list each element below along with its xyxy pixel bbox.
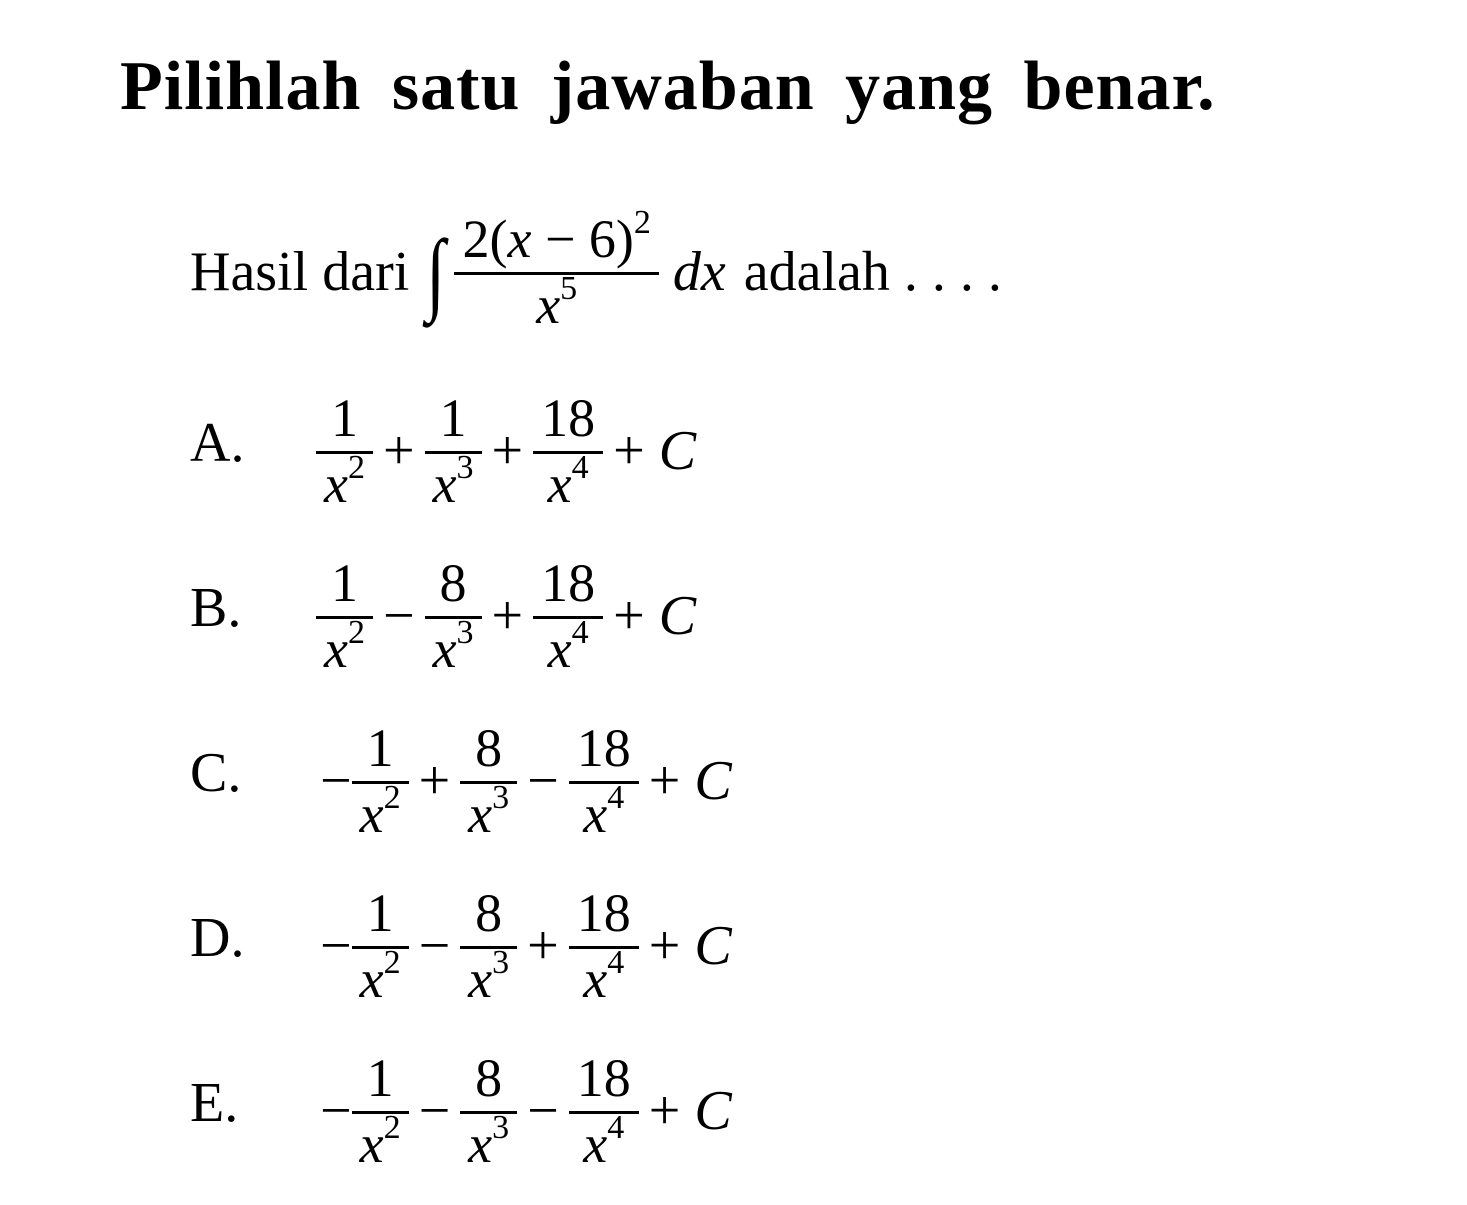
term-exponent: 3 (456, 613, 474, 651)
term-fraction (356, 720, 405, 842)
term-exponent: 2 (383, 778, 401, 816)
question-denominator-var: x (536, 274, 561, 335)
constant-c: C (694, 1080, 732, 1143)
operator: − (382, 585, 415, 648)
question-numerator-var: x (507, 208, 532, 269)
term-numerator: 1 (425, 390, 482, 454)
term-fraction (573, 720, 635, 842)
term-fraction (464, 885, 513, 1007)
term-fraction (356, 1050, 405, 1172)
term-denominator (320, 613, 369, 679)
option-expression[interactable] (320, 885, 732, 1007)
operator: + (382, 420, 415, 483)
term-fraction (464, 720, 513, 842)
option-letter[interactable]: D. (190, 907, 245, 969)
term-variable: x (359, 783, 384, 844)
integral-sign: ∫ (426, 221, 446, 323)
operator: + (491, 585, 524, 648)
term-variable: x (324, 453, 348, 514)
constant-c: C (658, 420, 697, 483)
constant-c: C (694, 750, 732, 813)
operator: + (491, 420, 524, 483)
question-differential: dx (672, 241, 726, 303)
term-fraction (320, 555, 369, 677)
option-letter[interactable]: C. (190, 742, 242, 804)
operator: + (648, 915, 681, 978)
operator: − (418, 915, 451, 978)
term-exponent: 4 (607, 1108, 625, 1146)
term-fraction (537, 390, 599, 512)
operator: + (418, 750, 451, 813)
term-denominator (429, 613, 478, 679)
term-denominator (579, 943, 628, 1009)
term-numerator: 8 (425, 555, 482, 619)
instruction-heading: Pilihlah satu jawaban yang benar. (120, 48, 1216, 125)
term-exponent: 3 (456, 448, 474, 486)
constant-c: C (658, 585, 697, 648)
term-exponent: 2 (383, 943, 401, 981)
question-fraction (458, 203, 654, 335)
term-variable: x (468, 948, 493, 1009)
term-denominator (579, 778, 628, 844)
question-numerator-base: 2(x − 6) (462, 208, 634, 269)
term-exponent: 2 (383, 1108, 401, 1146)
term-denominator (320, 448, 369, 514)
term-exponent: 4 (607, 778, 625, 816)
term-numerator: 18 (569, 720, 639, 784)
leading-sign: − (320, 750, 352, 813)
term-variable: x (468, 1113, 493, 1174)
term-exponent: 2 (347, 613, 365, 651)
option-expression[interactable] (320, 1050, 732, 1172)
operator: − (527, 1080, 559, 1143)
term-fraction (573, 885, 635, 1007)
question-row (190, 203, 1016, 335)
option-letter[interactable]: B. (190, 577, 242, 639)
operator: + (613, 420, 645, 483)
term-numerator: 18 (569, 1050, 639, 1114)
leading-sign: − (320, 915, 352, 978)
term-numerator: 8 (460, 720, 517, 784)
term-denominator (544, 448, 593, 514)
term-fraction (537, 555, 599, 677)
term-fraction (429, 555, 478, 677)
term-fraction (429, 390, 478, 512)
term-variable: x (359, 1113, 384, 1174)
term-exponent: 4 (571, 613, 589, 651)
option-expression[interactable] (320, 720, 732, 842)
term-numerator: 18 (533, 390, 603, 454)
term-denominator (356, 943, 405, 1009)
question-denominator (532, 269, 581, 335)
option-expression[interactable] (320, 555, 696, 677)
operator: + (648, 1080, 681, 1143)
term-numerator: 8 (460, 885, 517, 949)
term-variable: x (432, 453, 457, 514)
term-fraction (573, 1050, 635, 1172)
question-numerator-exponent: 2 (633, 203, 651, 241)
term-variable: x (324, 618, 348, 679)
term-variable: x (359, 948, 384, 1009)
term-variable: x (468, 783, 493, 844)
constant-c: C (694, 915, 732, 978)
term-fraction (320, 390, 369, 512)
operator: + (527, 915, 559, 978)
term-numerator: 18 (533, 555, 603, 619)
question-numerator (454, 203, 658, 275)
option-letter[interactable]: A. (190, 412, 245, 474)
term-denominator (429, 448, 478, 514)
term-exponent: 2 (347, 448, 365, 486)
term-variable: x (547, 618, 572, 679)
option-expression[interactable] (320, 390, 696, 512)
term-exponent: 4 (571, 448, 589, 486)
term-denominator (464, 1108, 513, 1174)
term-variable: x (583, 1113, 608, 1174)
operator: + (648, 750, 681, 813)
operator: − (418, 1080, 451, 1143)
term-variable: x (547, 453, 572, 514)
term-fraction (464, 1050, 513, 1172)
term-denominator (464, 943, 513, 1009)
operator: + (613, 585, 645, 648)
option-letter[interactable]: E. (190, 1072, 239, 1134)
term-denominator (356, 778, 405, 844)
leading-sign: − (320, 1080, 352, 1143)
term-variable: x (432, 618, 457, 679)
term-exponent: 3 (492, 943, 510, 981)
term-numerator: 1 (352, 720, 409, 784)
term-numerator: 8 (460, 1050, 517, 1114)
term-denominator (464, 778, 513, 844)
term-exponent: 4 (607, 943, 625, 981)
term-numerator: 1 (316, 390, 373, 454)
question-suffix: adalah (743, 241, 890, 303)
question-prefix: Hasil dari (190, 241, 410, 303)
term-exponent: 3 (492, 778, 510, 816)
term-fraction (356, 885, 405, 1007)
term-denominator (579, 1108, 628, 1174)
operator: − (527, 750, 559, 813)
question-ellipsis: .... (903, 241, 1016, 303)
term-denominator (356, 1108, 405, 1174)
term-variable: x (583, 948, 608, 1009)
term-denominator (544, 613, 593, 679)
question-denominator-exponent: 5 (560, 269, 578, 307)
term-numerator: 1 (352, 1050, 409, 1114)
term-variable: x (583, 783, 608, 844)
term-numerator: 18 (569, 885, 639, 949)
term-numerator: 1 (352, 885, 409, 949)
term-numerator: 1 (316, 555, 373, 619)
term-exponent: 3 (492, 1108, 510, 1146)
